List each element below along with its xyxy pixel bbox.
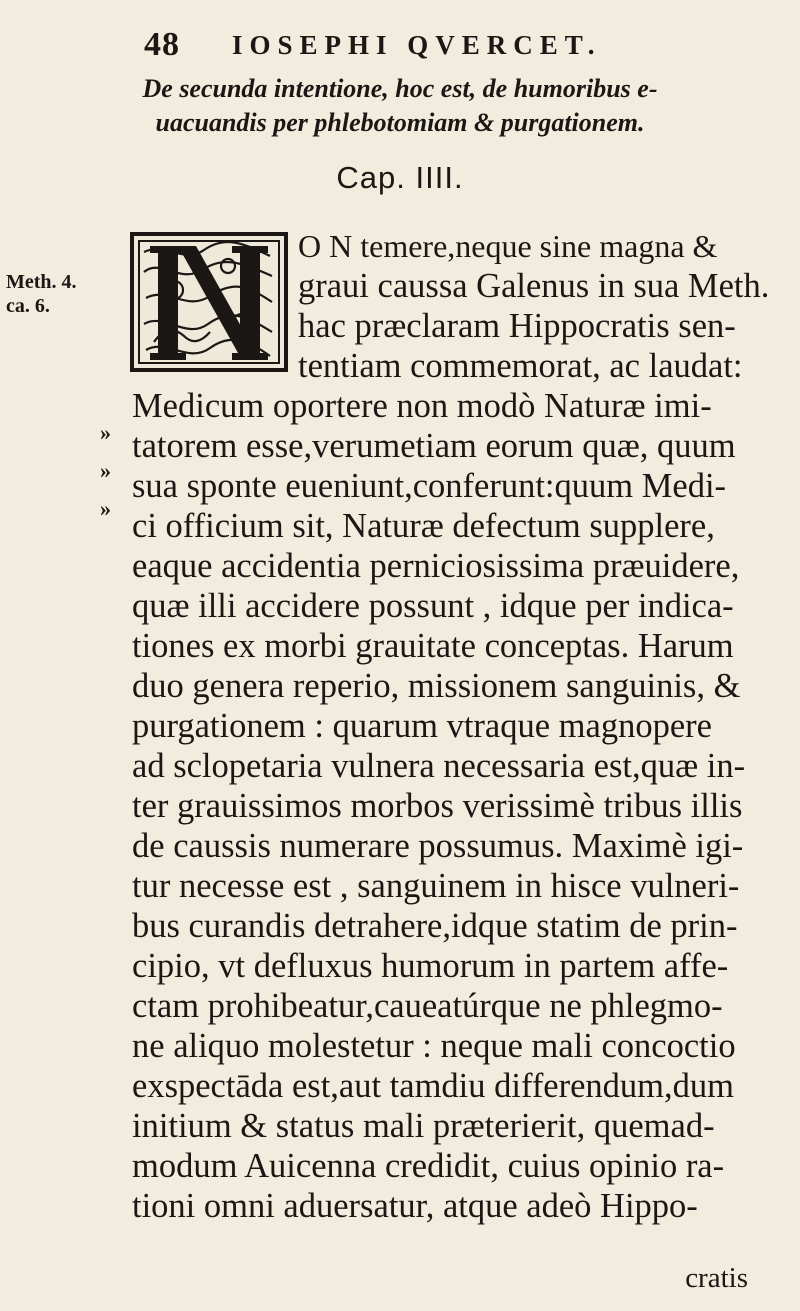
chapter-title: Cap. IIII. xyxy=(336,160,464,195)
text-line: hac præclaram Hippocratis sen- xyxy=(298,307,736,345)
text-line: modum Auicenna credidit, cuius opinio ra- xyxy=(132,1147,725,1185)
text-line: initium & status mali præterierit, quemad- xyxy=(132,1107,715,1145)
text-line: tentiam commemorat, ac laudat: xyxy=(298,347,743,385)
text-line: tur necesse est , sanguinem in hisce vulneri- xyxy=(132,867,740,905)
quote-mark: » xyxy=(100,458,111,483)
text-line: purgationem : quarum vtraque magnopere xyxy=(132,707,712,745)
text-line: exspectāda est,aut tamdiu differendum,dum xyxy=(132,1067,734,1105)
text-line: Medicum oportere non modò Naturæ imi- xyxy=(132,387,712,425)
text-line: ctam prohibeatur,caueatúrque ne phlegmo- xyxy=(132,987,723,1025)
decorated-initial-n-icon xyxy=(130,232,288,372)
text-line: ne aliquo molestetur : neque mali concoctio xyxy=(132,1027,736,1065)
quote-mark: » xyxy=(100,496,111,521)
text-line: cipio, vt defluxus humorum in partem affe- xyxy=(132,947,729,985)
text-line: quæ illi accidere possunt , idque per indica- xyxy=(132,587,734,625)
text-line: ad sclopetaria vulnera necessaria est,quæ in- xyxy=(132,747,746,785)
text-line: tatorem esse,verumetiam eorum quæ, quum xyxy=(132,427,736,465)
catchword: cratis xyxy=(685,1262,748,1294)
page-number: 48 xyxy=(144,26,180,63)
margin-note xyxy=(6,270,116,318)
text-line: O N temere,neque sine magna & xyxy=(298,228,718,264)
quotation-marks xyxy=(100,414,130,528)
text-line: ter grauissimos morbos verissimè tribus illis xyxy=(132,787,743,825)
running-head xyxy=(0,24,800,64)
margin-note-line: ca. 6. xyxy=(6,295,50,317)
margin-note-line: Meth. 4. xyxy=(6,271,77,293)
text-line: duo genera reperio, missionem sanguinis, & xyxy=(132,667,741,705)
text-line: de caussis numerare possumus. Maximè igi- xyxy=(132,827,744,865)
text-line: tiones ex morbi grauitate conceptas. Harum xyxy=(132,627,734,665)
text-line: sua sponte eueniunt,conferunt:quum Medi- xyxy=(132,467,727,505)
text-line: eaque accidentia perniciosissima præuidere, xyxy=(132,547,740,585)
section-heading-line-1: De secunda intentione, hoc est, de humoribus e- xyxy=(142,74,658,103)
text-line: ci officium sit, Naturæ defectum supplere, xyxy=(132,507,715,545)
quote-mark: » xyxy=(100,420,111,445)
text-line: graui caussa Galenus in sua Meth. xyxy=(298,267,770,305)
running-title: IOSEPHI QVERCET. xyxy=(232,30,602,60)
text-line: tioni omni aduersatur, atque adeò Hippo- xyxy=(132,1187,698,1225)
text-line: bus curandis detrahere,idque statim de prin- xyxy=(132,907,738,945)
section-heading-line-2: uacuandis per phlebotomiam & purgationem. xyxy=(155,108,645,137)
